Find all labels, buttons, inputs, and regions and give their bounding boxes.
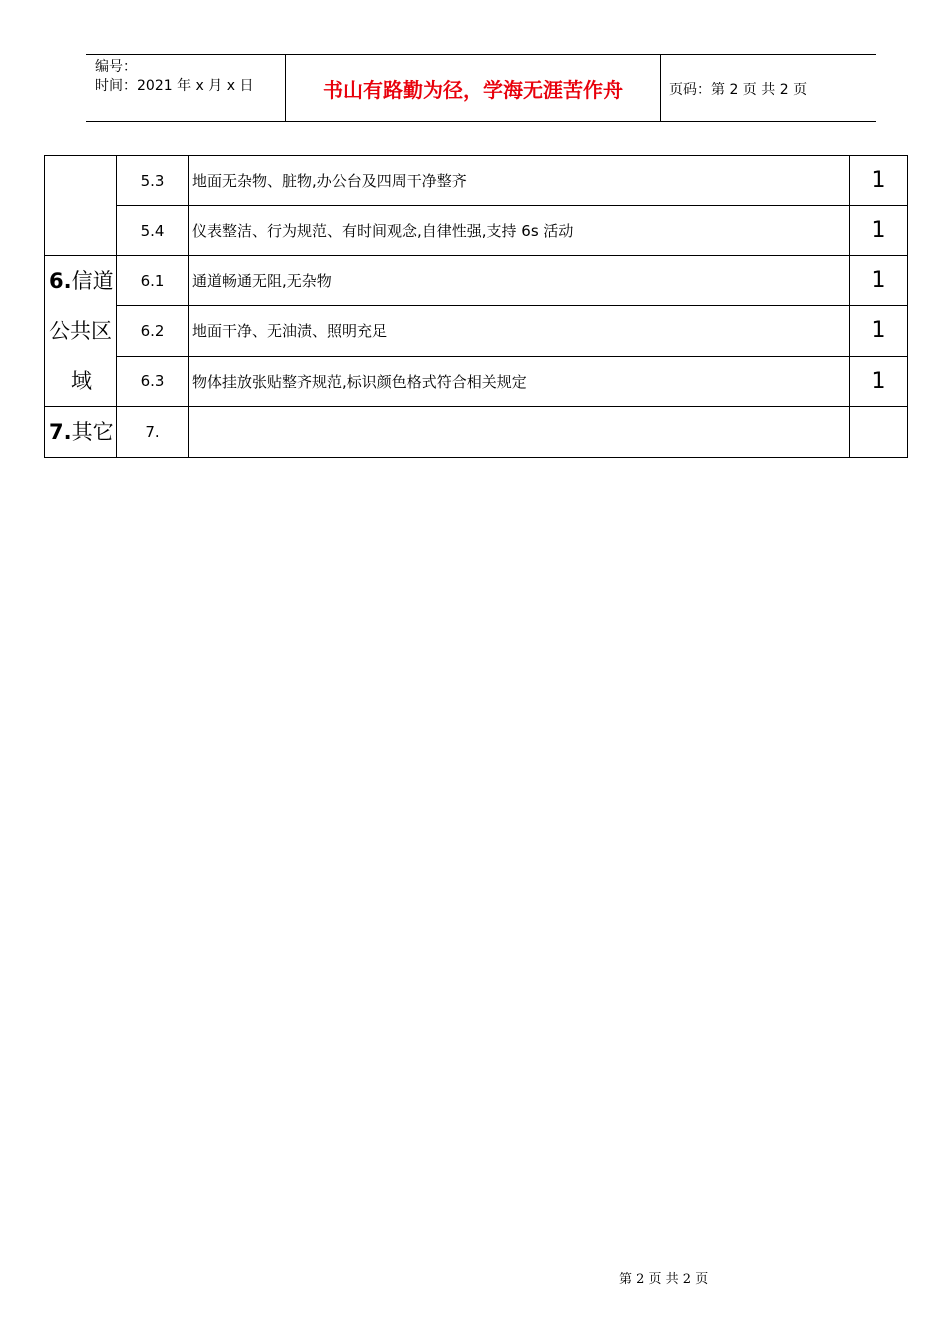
item-description: 仪表整洁、行为规范、有时间观念,自律性强,支持 6s 活动 <box>189 206 850 256</box>
category-cell-7 <box>45 407 117 458</box>
table-row <box>45 306 908 356</box>
header-info-cell <box>86 55 286 121</box>
category-6-number: 6. <box>49 269 72 293</box>
item-score: 1 <box>850 356 908 406</box>
page-footer: 第 2 页 共 2 页 <box>619 1272 709 1287</box>
category-6-line1: 信道 <box>71 269 114 293</box>
header-motto: 书山有路勤为径，学海无涯苦作舟 <box>286 55 661 121</box>
item-description: 地面干净、无油渍、照明充足 <box>189 306 850 356</box>
item-code: 6.3 <box>117 356 189 406</box>
item-description: 通道畅通无阻,无杂物 <box>189 256 850 306</box>
document-number-label: 编号： <box>95 59 137 75</box>
category-6-line2: 公共区 <box>49 319 112 343</box>
category-7-label: 其它 <box>71 420 114 444</box>
table-row <box>45 156 908 206</box>
item-score: 1 <box>850 206 908 256</box>
item-description: 地面无杂物、脏物,办公台及四周干净整齐 <box>189 156 850 206</box>
category-6-line3: 域 <box>71 369 92 393</box>
item-code: 6.1 <box>117 256 189 306</box>
item-code: 6.2 <box>117 306 189 356</box>
document-header <box>86 54 876 122</box>
table-row <box>45 206 908 256</box>
item-code: 5.3 <box>117 156 189 206</box>
item-score: 1 <box>850 306 908 356</box>
table-row <box>45 356 908 406</box>
item-code: 5.4 <box>117 206 189 256</box>
table-row <box>45 256 908 306</box>
item-description <box>189 407 850 458</box>
category-7-number: 7. <box>49 420 72 444</box>
document-time-label: 时间：2021 年 x 月 x 日 <box>95 78 254 94</box>
item-code: 7. <box>117 407 189 458</box>
item-description: 物体挂放张贴整齐规范,标识颜色格式符合相关规定 <box>189 356 850 406</box>
item-score: 1 <box>850 156 908 206</box>
header-page-info: 页码：第 2 页 共 2 页 <box>669 82 808 98</box>
inspection-table <box>44 155 908 458</box>
category-cell-5 <box>45 156 117 256</box>
category-cell-6 <box>45 256 117 407</box>
item-score: 1 <box>850 256 908 306</box>
item-score <box>850 407 908 458</box>
table-row <box>45 407 908 458</box>
